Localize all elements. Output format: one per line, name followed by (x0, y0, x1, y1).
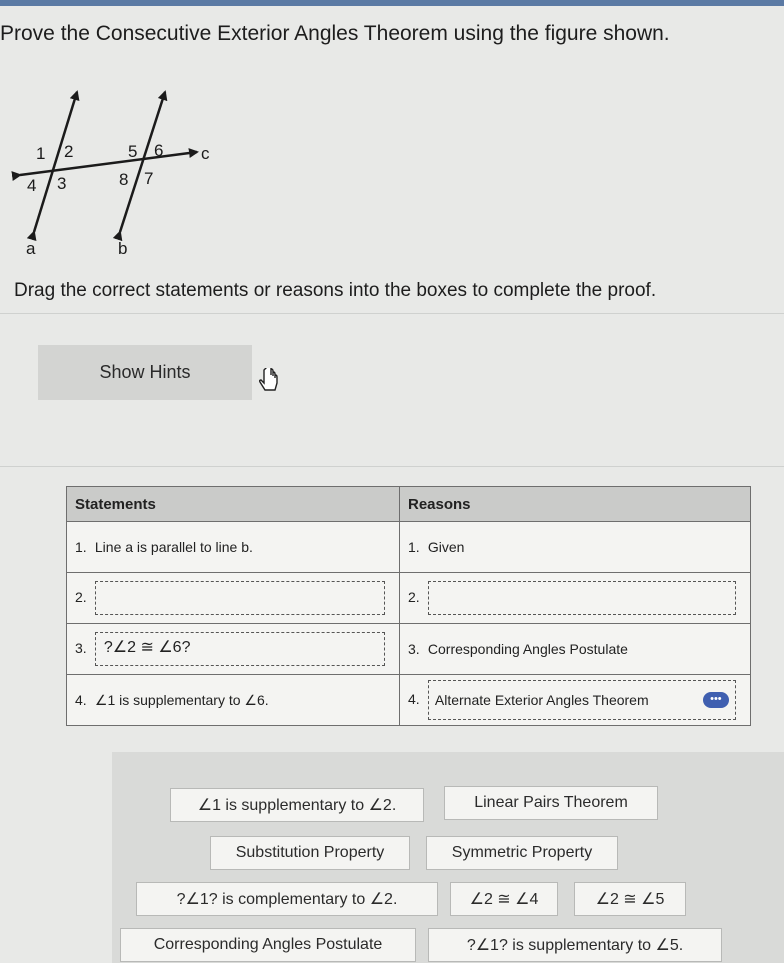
reason-cell: 2. (400, 573, 751, 624)
answer-tile[interactable]: ∠2 ≅ ∠5 (574, 882, 686, 916)
statements-header: Statements (67, 487, 400, 522)
reason-drop-zone[interactable] (428, 581, 736, 615)
reason-text: Corresponding Angles Postulate (427, 641, 628, 657)
divider (0, 466, 784, 467)
show-hints-button[interactable]: Show Hints (38, 345, 252, 400)
proof-row (67, 522, 751, 573)
answer-tile[interactable]: ?∠1? is complementary to ∠2. (136, 882, 438, 916)
angle-label: 3 (57, 174, 67, 193)
reason-text: Given (427, 539, 465, 555)
statement-text: ∠1 is supplementary to ∠6. (94, 691, 269, 708)
reason-drop-zone[interactable] (428, 680, 736, 720)
angle-label: 4 (27, 176, 37, 195)
angle-label: 8 (119, 170, 129, 189)
top-accent-bar (0, 0, 784, 6)
answer-tile[interactable]: ∠2 ≅ ∠4 (450, 882, 558, 916)
statement-cell: 4. ∠1 is supplementary to ∠6. (67, 675, 400, 726)
statement-cell: 3. ?∠2 ≅ ∠6? (67, 624, 400, 675)
proof-row (67, 573, 751, 624)
reason-text: Alternate Exterior Angles Theorem (434, 692, 649, 708)
hand-cursor-icon (257, 368, 281, 396)
angle-label: 7 (144, 169, 154, 188)
answer-tile[interactable]: Symmetric Property (426, 836, 618, 870)
transversal-c (20, 152, 197, 175)
parallel-lines-figure (0, 82, 230, 262)
statement-drop-zone[interactable]: ?∠2 ≅ ∠6? (95, 632, 385, 666)
angle-label: 1 (36, 144, 46, 163)
angle-label: 6 (154, 141, 164, 160)
statement-cell: 1. Line a is parallel to line b. (67, 522, 400, 573)
answer-bank (112, 752, 784, 963)
more-options-icon[interactable]: ••• (703, 692, 729, 708)
question-title: Prove the Consecutive Exterior Angles Theorem using the figure shown. (0, 22, 670, 45)
reason-cell: 1. Given (400, 522, 751, 573)
divider (0, 313, 784, 314)
reason-cell: 4. Alternate Exterior Angles Theorem ••• (400, 675, 751, 726)
proof-row (67, 624, 751, 675)
answer-tile[interactable]: ∠1 is supplementary to ∠2. (170, 788, 424, 822)
line-label-a: a (26, 239, 36, 258)
angle-label: 5 (128, 142, 138, 161)
answer-tile[interactable]: Linear Pairs Theorem (444, 786, 658, 820)
line-label-b: b (118, 239, 128, 258)
statement-drop-zone[interactable] (95, 581, 385, 615)
answer-tile[interactable]: Corresponding Angles Postulate (120, 928, 416, 962)
reasons-header: Reasons (400, 487, 751, 522)
statement-text: Line a is parallel to line b. (94, 539, 253, 555)
reason-cell: 3. Corresponding Angles Postulate (400, 624, 751, 675)
angle-label: 2 (64, 142, 74, 161)
answer-tile[interactable]: ?∠1? is supplementary to ∠5. (428, 928, 722, 962)
statement-cell: 2. (67, 573, 400, 624)
answer-tile[interactable]: Substitution Property (210, 836, 410, 870)
line-label-c: c (201, 144, 210, 163)
instruction-text: Drag the correct statements or reasons into the boxes to complete the proof. (14, 280, 657, 301)
proof-table (66, 486, 751, 726)
proof-row (67, 675, 751, 726)
